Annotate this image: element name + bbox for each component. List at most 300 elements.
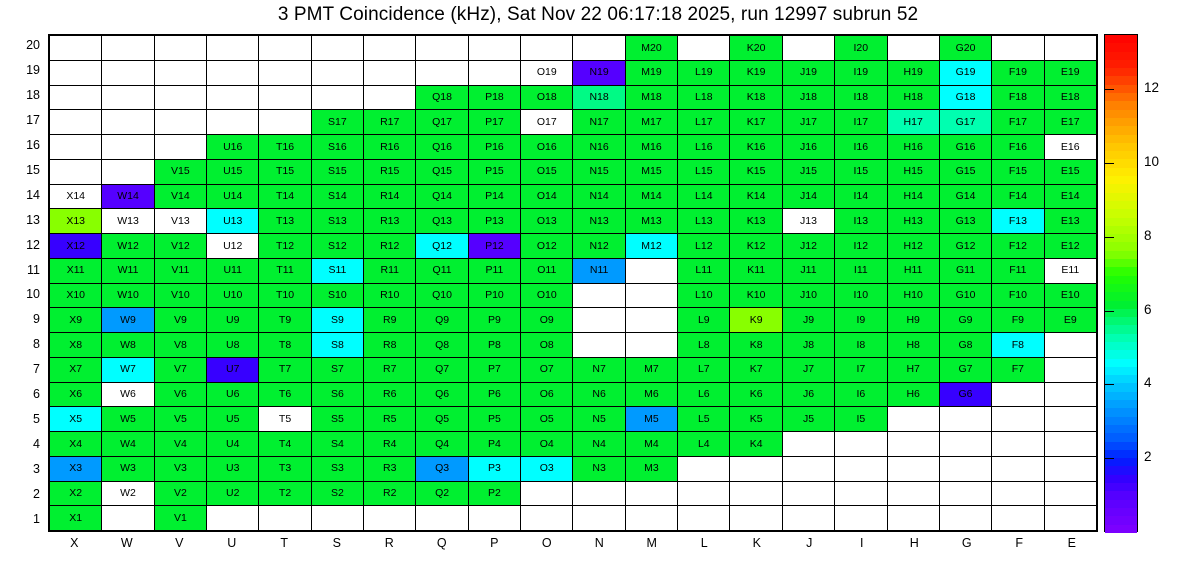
- heatmap-cell[interactable]: K11: [730, 258, 782, 283]
- heatmap-cell[interactable]: N5: [573, 407, 625, 432]
- heatmap-cell[interactable]: O13: [521, 209, 573, 234]
- heatmap-cell[interactable]: U14: [207, 184, 259, 209]
- heatmap-cell[interactable]: [573, 283, 625, 308]
- heatmap-cell[interactable]: F11: [992, 258, 1044, 283]
- heatmap-cell[interactable]: [50, 85, 102, 110]
- heatmap-cell[interactable]: [311, 60, 363, 85]
- heatmap-cell[interactable]: F13: [992, 209, 1044, 234]
- heatmap-cell[interactable]: O10: [521, 283, 573, 308]
- heatmap-cell[interactable]: [678, 481, 730, 506]
- heatmap-cell[interactable]: I13: [835, 209, 887, 234]
- heatmap-cell[interactable]: P6: [468, 382, 520, 407]
- heatmap-cell[interactable]: [678, 456, 730, 481]
- heatmap-cell[interactable]: [364, 85, 416, 110]
- heatmap-cell[interactable]: [992, 36, 1044, 61]
- heatmap-cell[interactable]: L16: [678, 135, 730, 160]
- heatmap-cell[interactable]: E12: [1044, 234, 1096, 259]
- heatmap-cell[interactable]: [50, 36, 102, 61]
- heatmap-cell[interactable]: [154, 135, 206, 160]
- heatmap-cell[interactable]: J12: [782, 234, 834, 259]
- heatmap-cell[interactable]: [364, 36, 416, 61]
- heatmap-cell[interactable]: Q7: [416, 357, 468, 382]
- heatmap-cell[interactable]: F19: [992, 60, 1044, 85]
- heatmap-cell[interactable]: O15: [521, 159, 573, 184]
- heatmap-cell[interactable]: I8: [835, 333, 887, 358]
- heatmap-cell[interactable]: I19: [835, 60, 887, 85]
- heatmap-cell[interactable]: N4: [573, 432, 625, 457]
- heatmap-cell[interactable]: Q4: [416, 432, 468, 457]
- heatmap-cell[interactable]: U12: [207, 234, 259, 259]
- heatmap-cell[interactable]: [468, 506, 520, 531]
- heatmap-cell[interactable]: N15: [573, 159, 625, 184]
- heatmap-cell[interactable]: [939, 506, 991, 531]
- heatmap-cell[interactable]: L7: [678, 357, 730, 382]
- heatmap-cell[interactable]: [154, 60, 206, 85]
- heatmap-cell[interactable]: T5: [259, 407, 311, 432]
- heatmap-cell[interactable]: U15: [207, 159, 259, 184]
- heatmap-cell[interactable]: M12: [625, 234, 677, 259]
- heatmap-cell[interactable]: L4: [678, 432, 730, 457]
- heatmap-cell[interactable]: Q8: [416, 333, 468, 358]
- heatmap-cell[interactable]: [364, 506, 416, 531]
- heatmap-cell[interactable]: H6: [887, 382, 939, 407]
- heatmap-cell[interactable]: E18: [1044, 85, 1096, 110]
- heatmap-cell[interactable]: G11: [939, 258, 991, 283]
- heatmap-cell[interactable]: I17: [835, 110, 887, 135]
- heatmap-cell[interactable]: [992, 506, 1044, 531]
- heatmap-cell[interactable]: N7: [573, 357, 625, 382]
- heatmap-cell[interactable]: S16: [311, 135, 363, 160]
- heatmap-cell[interactable]: [939, 432, 991, 457]
- heatmap-cell[interactable]: [625, 308, 677, 333]
- heatmap-cell[interactable]: O8: [521, 333, 573, 358]
- heatmap-cell[interactable]: [102, 60, 154, 85]
- heatmap-cell[interactable]: M3: [625, 456, 677, 481]
- heatmap-cell[interactable]: I16: [835, 135, 887, 160]
- heatmap-cell[interactable]: G12: [939, 234, 991, 259]
- heatmap-cell[interactable]: I20: [835, 36, 887, 61]
- heatmap-cell[interactable]: K10: [730, 283, 782, 308]
- heatmap-cell[interactable]: I18: [835, 85, 887, 110]
- heatmap-cell[interactable]: Q16: [416, 135, 468, 160]
- heatmap-cell[interactable]: U13: [207, 209, 259, 234]
- heatmap-cell[interactable]: R8: [364, 333, 416, 358]
- heatmap-cell[interactable]: O16: [521, 135, 573, 160]
- heatmap-cell[interactable]: R15: [364, 159, 416, 184]
- heatmap-cell[interactable]: W9: [102, 308, 154, 333]
- heatmap-cell[interactable]: W12: [102, 234, 154, 259]
- heatmap-cell[interactable]: L10: [678, 283, 730, 308]
- heatmap-cell[interactable]: K19: [730, 60, 782, 85]
- heatmap-cell[interactable]: [887, 481, 939, 506]
- heatmap-cell[interactable]: G18: [939, 85, 991, 110]
- heatmap-cell[interactable]: R11: [364, 258, 416, 283]
- heatmap-cell[interactable]: N19: [573, 60, 625, 85]
- heatmap-cell[interactable]: P17: [468, 110, 520, 135]
- heatmap-cell[interactable]: R6: [364, 382, 416, 407]
- heatmap-cell[interactable]: X5: [50, 407, 102, 432]
- heatmap-cell[interactable]: [625, 481, 677, 506]
- heatmap-cell[interactable]: I9: [835, 308, 887, 333]
- heatmap-cell[interactable]: [102, 110, 154, 135]
- heatmap-cell[interactable]: L15: [678, 159, 730, 184]
- heatmap-cell[interactable]: [364, 60, 416, 85]
- heatmap-cell[interactable]: U6: [207, 382, 259, 407]
- heatmap-cell[interactable]: G14: [939, 184, 991, 209]
- heatmap-cell[interactable]: F7: [992, 357, 1044, 382]
- heatmap-cell[interactable]: M19: [625, 60, 677, 85]
- heatmap-cell[interactable]: L19: [678, 60, 730, 85]
- heatmap-cell[interactable]: L8: [678, 333, 730, 358]
- heatmap-cell[interactable]: [887, 506, 939, 531]
- heatmap-cell[interactable]: T14: [259, 184, 311, 209]
- heatmap-cell[interactable]: K12: [730, 234, 782, 259]
- heatmap-cell[interactable]: [835, 506, 887, 531]
- heatmap-cell[interactable]: [259, 36, 311, 61]
- heatmap-cell[interactable]: L6: [678, 382, 730, 407]
- heatmap-cell[interactable]: R3: [364, 456, 416, 481]
- heatmap-cell[interactable]: T4: [259, 432, 311, 457]
- heatmap-cell[interactable]: N17: [573, 110, 625, 135]
- heatmap-cell[interactable]: F17: [992, 110, 1044, 135]
- heatmap-cell[interactable]: [416, 36, 468, 61]
- heatmap-cell[interactable]: [782, 506, 834, 531]
- heatmap-cell[interactable]: N3: [573, 456, 625, 481]
- heatmap-cell[interactable]: G10: [939, 283, 991, 308]
- heatmap-cell[interactable]: S10: [311, 283, 363, 308]
- heatmap-cell[interactable]: U8: [207, 333, 259, 358]
- heatmap-cell[interactable]: P11: [468, 258, 520, 283]
- heatmap-cell[interactable]: G7: [939, 357, 991, 382]
- heatmap-cell[interactable]: P4: [468, 432, 520, 457]
- heatmap-cell[interactable]: [678, 506, 730, 531]
- heatmap-cell[interactable]: X9: [50, 308, 102, 333]
- heatmap-cell[interactable]: L13: [678, 209, 730, 234]
- heatmap-cell[interactable]: R10: [364, 283, 416, 308]
- heatmap-cell[interactable]: [939, 456, 991, 481]
- heatmap-cell[interactable]: [311, 36, 363, 61]
- heatmap-cell[interactable]: I11: [835, 258, 887, 283]
- heatmap-cell[interactable]: [154, 36, 206, 61]
- heatmap-cell[interactable]: L17: [678, 110, 730, 135]
- heatmap-cell[interactable]: H10: [887, 283, 939, 308]
- heatmap-cell[interactable]: [521, 506, 573, 531]
- heatmap-cell[interactable]: N11: [573, 258, 625, 283]
- heatmap-cell[interactable]: E11: [1044, 258, 1096, 283]
- heatmap-cell[interactable]: R14: [364, 184, 416, 209]
- heatmap-cell[interactable]: V14: [154, 184, 206, 209]
- heatmap-cell[interactable]: T13: [259, 209, 311, 234]
- heatmap-cell[interactable]: J11: [782, 258, 834, 283]
- heatmap-cell[interactable]: [992, 481, 1044, 506]
- heatmap-cell[interactable]: L11: [678, 258, 730, 283]
- heatmap-cell[interactable]: M20: [625, 36, 677, 61]
- heatmap-cell[interactable]: R16: [364, 135, 416, 160]
- heatmap-cell[interactable]: P3: [468, 456, 520, 481]
- heatmap-cell[interactable]: I6: [835, 382, 887, 407]
- heatmap-cell[interactable]: K4: [730, 432, 782, 457]
- heatmap-cell[interactable]: I15: [835, 159, 887, 184]
- heatmap-cell[interactable]: [782, 36, 834, 61]
- heatmap-cell[interactable]: V1: [154, 506, 206, 531]
- heatmap-cell[interactable]: J16: [782, 135, 834, 160]
- heatmap-cell[interactable]: N13: [573, 209, 625, 234]
- heatmap-cell[interactable]: [1044, 333, 1096, 358]
- heatmap-cell[interactable]: R9: [364, 308, 416, 333]
- heatmap-cell[interactable]: [154, 110, 206, 135]
- heatmap-cell[interactable]: [521, 481, 573, 506]
- heatmap-cell[interactable]: U10: [207, 283, 259, 308]
- heatmap-cell[interactable]: [730, 456, 782, 481]
- heatmap-cell[interactable]: [259, 110, 311, 135]
- heatmap-cell[interactable]: Q18: [416, 85, 468, 110]
- heatmap-cell[interactable]: S17: [311, 110, 363, 135]
- heatmap-cell[interactable]: E14: [1044, 184, 1096, 209]
- heatmap-cell[interactable]: Q13: [416, 209, 468, 234]
- heatmap-cell[interactable]: K15: [730, 159, 782, 184]
- heatmap-cell[interactable]: J18: [782, 85, 834, 110]
- heatmap-cell[interactable]: K18: [730, 85, 782, 110]
- heatmap-cell[interactable]: [102, 85, 154, 110]
- heatmap-cell[interactable]: G19: [939, 60, 991, 85]
- heatmap-cell[interactable]: N12: [573, 234, 625, 259]
- heatmap-cell[interactable]: T8: [259, 333, 311, 358]
- heatmap-cell[interactable]: F12: [992, 234, 1044, 259]
- heatmap-cell[interactable]: H9: [887, 308, 939, 333]
- heatmap-cell[interactable]: [1044, 432, 1096, 457]
- heatmap-cell[interactable]: [939, 407, 991, 432]
- heatmap-cell[interactable]: I12: [835, 234, 887, 259]
- heatmap-cell[interactable]: S7: [311, 357, 363, 382]
- heatmap-cell[interactable]: [992, 382, 1044, 407]
- heatmap-cell[interactable]: X1: [50, 506, 102, 531]
- heatmap-cell[interactable]: V10: [154, 283, 206, 308]
- heatmap-cell[interactable]: [207, 506, 259, 531]
- heatmap-cell[interactable]: [259, 60, 311, 85]
- heatmap-cell[interactable]: [1044, 36, 1096, 61]
- heatmap-cell[interactable]: V12: [154, 234, 206, 259]
- heatmap-cell[interactable]: X13: [50, 209, 102, 234]
- heatmap-cell[interactable]: [102, 159, 154, 184]
- heatmap-cell[interactable]: O14: [521, 184, 573, 209]
- heatmap-cell[interactable]: T15: [259, 159, 311, 184]
- heatmap-cell[interactable]: I5: [835, 407, 887, 432]
- heatmap-cell[interactable]: R4: [364, 432, 416, 457]
- heatmap-cell[interactable]: F8: [992, 333, 1044, 358]
- heatmap-cell[interactable]: [625, 258, 677, 283]
- heatmap-cell[interactable]: V11: [154, 258, 206, 283]
- heatmap-cell[interactable]: W7: [102, 357, 154, 382]
- heatmap-cell[interactable]: S2: [311, 481, 363, 506]
- heatmap-cell[interactable]: S3: [311, 456, 363, 481]
- heatmap-cell[interactable]: X6: [50, 382, 102, 407]
- heatmap-cell[interactable]: [1044, 506, 1096, 531]
- heatmap-cell[interactable]: X12: [50, 234, 102, 259]
- heatmap-cell[interactable]: S14: [311, 184, 363, 209]
- heatmap-cell[interactable]: [887, 456, 939, 481]
- heatmap-cell[interactable]: H14: [887, 184, 939, 209]
- heatmap-cell[interactable]: H7: [887, 357, 939, 382]
- heatmap-cell[interactable]: [939, 481, 991, 506]
- heatmap-cell[interactable]: K7: [730, 357, 782, 382]
- heatmap-cell[interactable]: M13: [625, 209, 677, 234]
- heatmap-cell[interactable]: U7: [207, 357, 259, 382]
- heatmap-cell[interactable]: V7: [154, 357, 206, 382]
- heatmap-cell[interactable]: S13: [311, 209, 363, 234]
- heatmap-cell[interactable]: Q15: [416, 159, 468, 184]
- heatmap-cell[interactable]: Q2: [416, 481, 468, 506]
- heatmap-cell[interactable]: L12: [678, 234, 730, 259]
- heatmap-cell[interactable]: K8: [730, 333, 782, 358]
- heatmap-cell[interactable]: R13: [364, 209, 416, 234]
- heatmap-cell[interactable]: M16: [625, 135, 677, 160]
- heatmap-cell[interactable]: N18: [573, 85, 625, 110]
- heatmap-cell[interactable]: V2: [154, 481, 206, 506]
- heatmap-cell[interactable]: [992, 432, 1044, 457]
- heatmap-cell[interactable]: O12: [521, 234, 573, 259]
- heatmap-cell[interactable]: V15: [154, 159, 206, 184]
- heatmap-cell[interactable]: O7: [521, 357, 573, 382]
- heatmap-cell[interactable]: [782, 456, 834, 481]
- heatmap-cell[interactable]: P16: [468, 135, 520, 160]
- heatmap-cell[interactable]: L5: [678, 407, 730, 432]
- heatmap-cell[interactable]: G8: [939, 333, 991, 358]
- heatmap-cell[interactable]: O3: [521, 456, 573, 481]
- heatmap-cell[interactable]: [259, 506, 311, 531]
- heatmap-cell[interactable]: [573, 481, 625, 506]
- heatmap-cell[interactable]: [416, 60, 468, 85]
- heatmap-cell[interactable]: N16: [573, 135, 625, 160]
- heatmap-cell[interactable]: W10: [102, 283, 154, 308]
- heatmap-cell[interactable]: V9: [154, 308, 206, 333]
- heatmap-cell[interactable]: L9: [678, 308, 730, 333]
- heatmap-cell[interactable]: U16: [207, 135, 259, 160]
- heatmap-cell[interactable]: Q6: [416, 382, 468, 407]
- heatmap-cell[interactable]: X2: [50, 481, 102, 506]
- heatmap-cell[interactable]: O11: [521, 258, 573, 283]
- heatmap-cell[interactable]: [625, 506, 677, 531]
- heatmap-cell[interactable]: G6: [939, 382, 991, 407]
- heatmap-cell[interactable]: R7: [364, 357, 416, 382]
- heatmap-cell[interactable]: J9: [782, 308, 834, 333]
- heatmap-cell[interactable]: O18: [521, 85, 573, 110]
- heatmap-cell[interactable]: V13: [154, 209, 206, 234]
- heatmap-cell[interactable]: E19: [1044, 60, 1096, 85]
- heatmap-cell[interactable]: P9: [468, 308, 520, 333]
- heatmap-cell[interactable]: E15: [1044, 159, 1096, 184]
- heatmap-cell[interactable]: T3: [259, 456, 311, 481]
- heatmap-cell[interactable]: Q14: [416, 184, 468, 209]
- heatmap-cell[interactable]: K16: [730, 135, 782, 160]
- heatmap-cell[interactable]: V8: [154, 333, 206, 358]
- heatmap-cell[interactable]: [468, 60, 520, 85]
- heatmap-cell[interactable]: J14: [782, 184, 834, 209]
- heatmap-cell[interactable]: G20: [939, 36, 991, 61]
- heatmap-cell[interactable]: X14: [50, 184, 102, 209]
- heatmap-cell[interactable]: [835, 481, 887, 506]
- heatmap-cell[interactable]: G17: [939, 110, 991, 135]
- heatmap-cell[interactable]: [521, 36, 573, 61]
- heatmap-cell[interactable]: Q12: [416, 234, 468, 259]
- heatmap-cell[interactable]: [1044, 456, 1096, 481]
- heatmap-cell[interactable]: F9: [992, 308, 1044, 333]
- heatmap-cell[interactable]: R2: [364, 481, 416, 506]
- heatmap-cell[interactable]: [782, 481, 834, 506]
- heatmap-cell[interactable]: Q9: [416, 308, 468, 333]
- heatmap-cell[interactable]: F14: [992, 184, 1044, 209]
- heatmap-cell[interactable]: [573, 308, 625, 333]
- heatmap-cell[interactable]: M17: [625, 110, 677, 135]
- heatmap-cell[interactable]: T2: [259, 481, 311, 506]
- heatmap-cell[interactable]: M7: [625, 357, 677, 382]
- heatmap-cell[interactable]: K5: [730, 407, 782, 432]
- heatmap-cell[interactable]: J17: [782, 110, 834, 135]
- heatmap-cell[interactable]: T10: [259, 283, 311, 308]
- heatmap-cell[interactable]: S15: [311, 159, 363, 184]
- heatmap-cell[interactable]: P2: [468, 481, 520, 506]
- heatmap-cell[interactable]: L18: [678, 85, 730, 110]
- heatmap-cell[interactable]: [992, 407, 1044, 432]
- heatmap-cell[interactable]: E9: [1044, 308, 1096, 333]
- heatmap-cell[interactable]: Q17: [416, 110, 468, 135]
- heatmap-cell[interactable]: T11: [259, 258, 311, 283]
- heatmap-cell[interactable]: [782, 432, 834, 457]
- heatmap-cell[interactable]: Q10: [416, 283, 468, 308]
- heatmap-cell[interactable]: E13: [1044, 209, 1096, 234]
- heatmap-cell[interactable]: W3: [102, 456, 154, 481]
- heatmap-cell[interactable]: X10: [50, 283, 102, 308]
- heatmap-cell[interactable]: O6: [521, 382, 573, 407]
- heatmap-cell[interactable]: [50, 135, 102, 160]
- heatmap-cell[interactable]: P13: [468, 209, 520, 234]
- heatmap-cell[interactable]: G13: [939, 209, 991, 234]
- heatmap-cell[interactable]: [154, 85, 206, 110]
- heatmap-cell[interactable]: K17: [730, 110, 782, 135]
- heatmap-cell[interactable]: R12: [364, 234, 416, 259]
- heatmap-cell[interactable]: [468, 36, 520, 61]
- heatmap-cell[interactable]: [259, 85, 311, 110]
- heatmap-cell[interactable]: Q5: [416, 407, 468, 432]
- heatmap-cell[interactable]: X8: [50, 333, 102, 358]
- heatmap-cell[interactable]: X7: [50, 357, 102, 382]
- heatmap-cell[interactable]: E16: [1044, 135, 1096, 160]
- heatmap-cell[interactable]: S4: [311, 432, 363, 457]
- heatmap-cell[interactable]: P5: [468, 407, 520, 432]
- heatmap-cell[interactable]: [678, 36, 730, 61]
- heatmap-cell[interactable]: X3: [50, 456, 102, 481]
- heatmap-cell[interactable]: T16: [259, 135, 311, 160]
- heatmap-cell[interactable]: Q11: [416, 258, 468, 283]
- heatmap-cell[interactable]: [1044, 481, 1096, 506]
- heatmap-cell[interactable]: [625, 333, 677, 358]
- heatmap-cell[interactable]: H16: [887, 135, 939, 160]
- heatmap-cell[interactable]: [102, 36, 154, 61]
- heatmap-cell[interactable]: [573, 36, 625, 61]
- heatmap-cell[interactable]: N14: [573, 184, 625, 209]
- heatmap-cell[interactable]: [102, 135, 154, 160]
- heatmap-cell[interactable]: T12: [259, 234, 311, 259]
- heatmap-cell[interactable]: [730, 506, 782, 531]
- heatmap-cell[interactable]: H18: [887, 85, 939, 110]
- heatmap-cell[interactable]: H17: [887, 110, 939, 135]
- heatmap-cell[interactable]: H15: [887, 159, 939, 184]
- heatmap-cell[interactable]: J10: [782, 283, 834, 308]
- heatmap-cell[interactable]: W13: [102, 209, 154, 234]
- heatmap-cell[interactable]: F15: [992, 159, 1044, 184]
- heatmap-cell[interactable]: [207, 110, 259, 135]
- heatmap-cell[interactable]: O5: [521, 407, 573, 432]
- heatmap-cell[interactable]: [50, 60, 102, 85]
